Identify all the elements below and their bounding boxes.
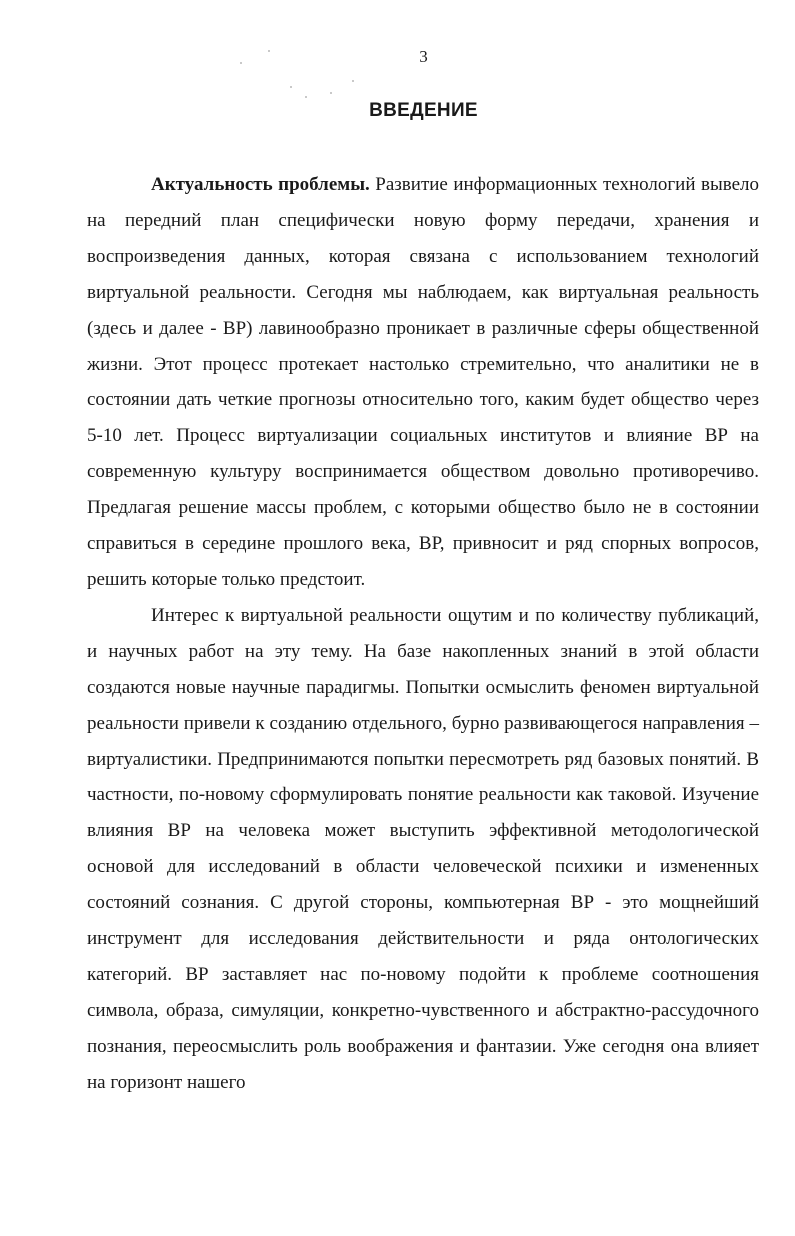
paragraph-text: Развитие информационных технологий вывело на передний план специфически новую форму передачи, хранения и воспроизведения данных, которая связана с использованием технологий виртуальной реальности. Сегодня мы наблюдаем, как виртуальная реальность (здесь и далее - ВР) лавинообразно проникает в различные сферы общественной жизни. Этот процесс протекает настолько стремительно, что аналитики не в состоянии дать четкие прогнозы относительно того, каким будет общество через 5-10 лет. Процесс виртуализации социальных институтов и влияние ВР на современную культуру воспринимается обществом довольно противоречиво. Предлагая решение массы проблем, с которыми общество было не в состоянии справиться в середине прошлого века, ВР, привносит и ряд спорных вопросов, решить которые только предстоит.: [87, 174, 759, 590]
body-text: [87, 167, 759, 1101]
scan-speck: [290, 86, 292, 88]
paragraph-lead: Актуальность проблемы.: [151, 174, 370, 195]
paragraph-text: Интерес к виртуальной реальности ощутим и по количеству публикаций, и научных работ на эту тему. На базе накопленных знаний в этой области создаются новые научные парадигмы. Попытки осмыслить феномен виртуальной реальности привели к созданию отдельного, бурно развивающегося направления – виртуалистики. Предпринимаются попытки пересмотреть ряд базовых понятий. В частности, по-новому сформулировать понятие реальности как таковой. Изучение влияния ВР на человека может выступить эффективной методологической основой для исследований в области человеческой психики и измененных состояний сознания. С другой стороны, компьютерная ВР - это мощнейший инструмент для исследования действительности и ряда онтологических категорий. ВР заставляет нас по-новому подойти к проблеме соотношения символа, образа, симуляции, конкретно-чувственного и абстрактно-рассудочного познания, переосмыслить роль воображения и фантазии. Уже сегодня она влияет на горизонт нашего: [87, 604, 759, 1093]
paragraph: [87, 167, 759, 598]
page-number: 3: [419, 47, 428, 66]
paragraph: [87, 598, 759, 1101]
scan-speck: [352, 80, 354, 82]
page-title: ВВЕДЕНИЕ: [369, 100, 478, 121]
scan-speck: [305, 96, 307, 98]
scan-speck: [330, 92, 332, 94]
